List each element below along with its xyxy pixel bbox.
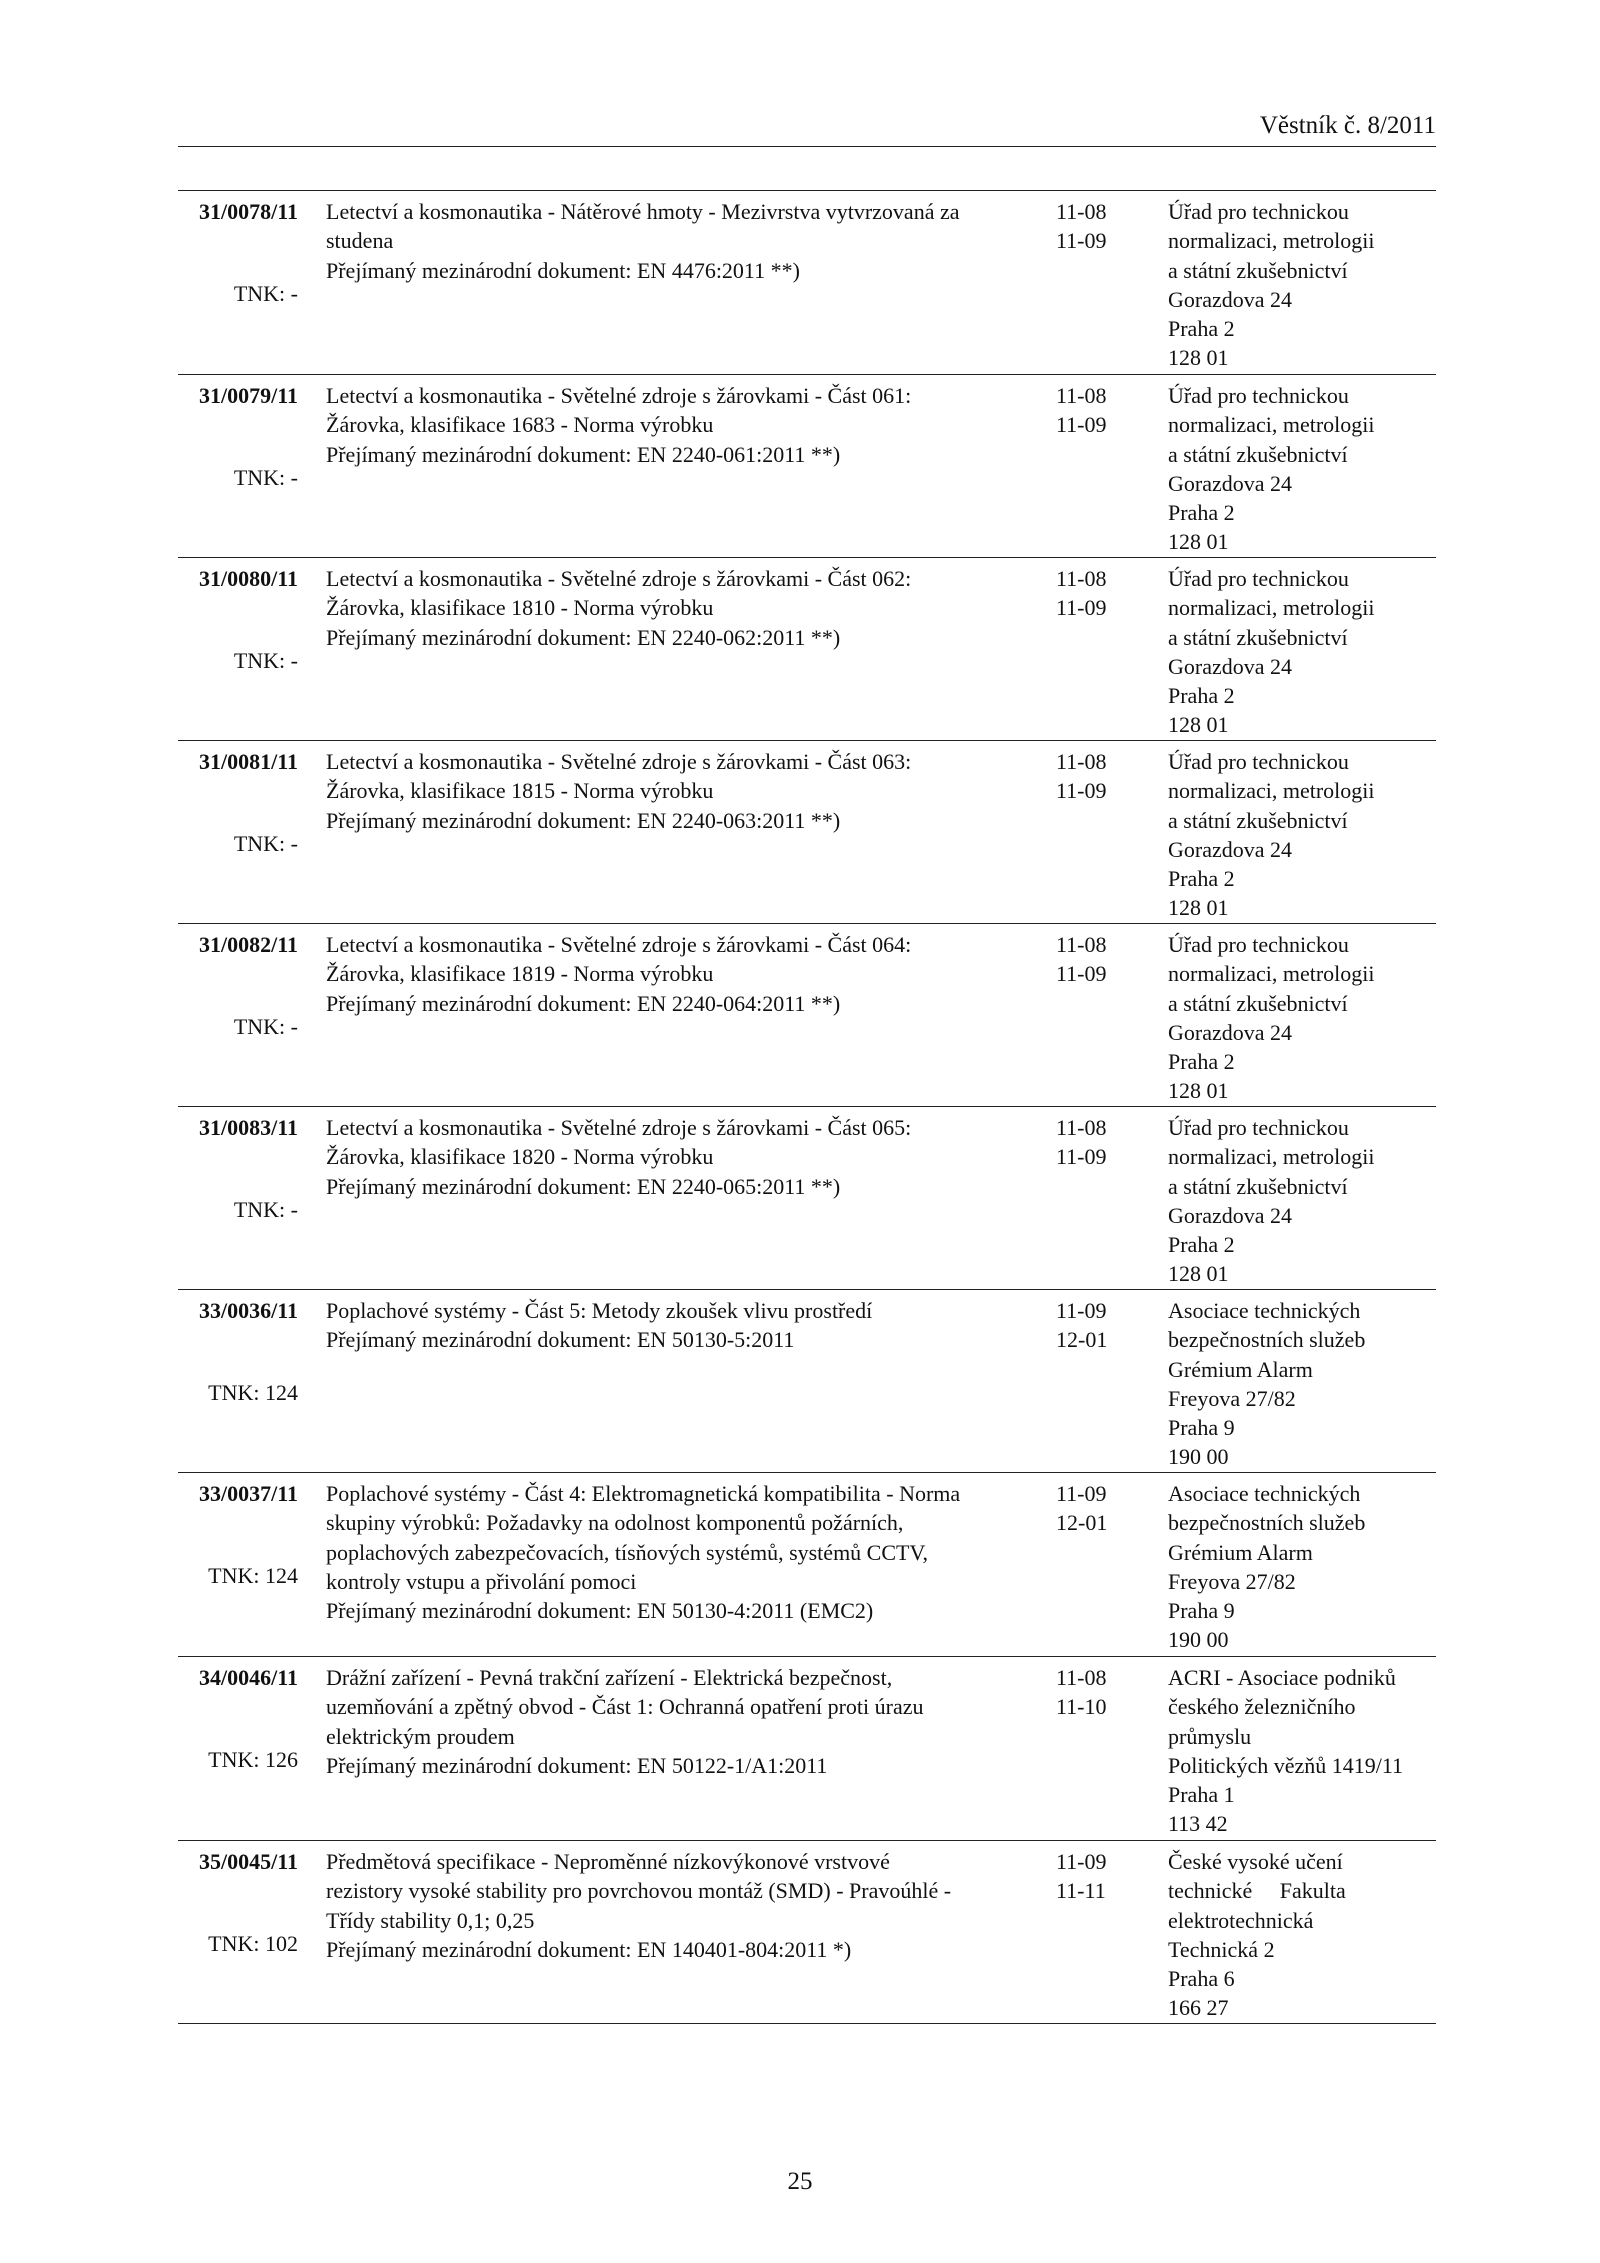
title-line: skupiny výrobků: Požadavky na odolnost komponentů požárních, — [326, 1510, 904, 1536]
table-row — [178, 1473, 1436, 1657]
organization-line: Gorazdova 24 — [1168, 1202, 1293, 1228]
organization-line: Úřad pro technickou — [1168, 932, 1349, 957]
dates-cell — [1056, 1847, 1156, 1906]
title-line: Přejímaný mezinárodní dokument: EN 2240-065:2011 **) — [326, 1173, 841, 1199]
standard-number: 35/0045/11 — [198, 1849, 298, 1874]
organization-line: 166 27 — [1168, 1995, 1229, 2021]
organization-cell — [1168, 1663, 1438, 1839]
date-value: 11-10 — [1056, 1694, 1107, 1720]
title-line: Přejímaný mezinárodní dokument: EN 2240-064:2011 **) — [326, 990, 841, 1016]
designation-cell — [178, 564, 298, 673]
organization-line: Úřad pro technickou — [1168, 199, 1349, 224]
organization-line: technické Fakulta — [1168, 1878, 1346, 1904]
standard-number: 31/0080/11 — [198, 566, 298, 591]
organization-line: Praha 6 — [1168, 1966, 1235, 1992]
organization-line: Freyova 27/82 — [1168, 1568, 1296, 1594]
organization-cell — [1168, 930, 1438, 1106]
organization-line: Politických vězňů 1419/11 — [1168, 1752, 1404, 1778]
title-line: Letectví a kosmonautika - Světelné zdroje s žárovkami - Část 063: — [326, 749, 912, 774]
title-line: Předmětová specifikace - Neproměnné nízkovýkonové vrstvové — [326, 1849, 890, 1874]
tnk-label: TNK: - — [233, 1197, 298, 1222]
standards-table — [178, 190, 1436, 2024]
title-line: Žárovka, klasifikace 1820 - Norma výrobku — [326, 1144, 714, 1170]
organization-line: Technická 2 — [1168, 1936, 1275, 1962]
title-line: Letectví a kosmonautika - Světelné zdroje s žárovkami - Část 065: — [326, 1115, 912, 1140]
table-row — [178, 1290, 1436, 1473]
title-line: Poplachové systémy - Část 5: Metody zkoušek vlivu prostředí — [326, 1298, 873, 1323]
journal-title: Věstník č. 8/2011 — [1259, 112, 1436, 139]
organization-line: Úřad pro technickou — [1168, 383, 1349, 408]
title-line: Žárovka, klasifikace 1683 - Norma výrobku — [326, 412, 714, 438]
organization-line: Freyova 27/82 — [1168, 1385, 1296, 1411]
organization-line: normalizaci, metrologii — [1168, 412, 1375, 438]
date-value: 11-08 — [1056, 566, 1107, 591]
page-header — [178, 110, 1436, 147]
dates-cell — [1056, 381, 1156, 440]
designation-cell — [178, 381, 298, 490]
title-line: kontroly vstupu a přivolání pomoci — [326, 1568, 637, 1594]
standard-number: 33/0037/11 — [198, 1481, 298, 1506]
organization-line: Gorazdova 24 — [1168, 836, 1293, 862]
table-row — [178, 741, 1436, 924]
standard-number: 33/0036/11 — [198, 1298, 298, 1323]
title-line: Přejímaný mezinárodní dokument: EN 50130-4:2011 (EMC2) — [326, 1598, 874, 1624]
title-line: Žárovka, klasifikace 1819 - Norma výrobku — [326, 961, 714, 987]
tnk-label: TNK: - — [233, 831, 298, 856]
organization-line: Praha 2 — [1168, 316, 1235, 342]
organization-line: Praha 2 — [1168, 866, 1235, 892]
date-value: 11-08 — [1056, 1115, 1107, 1140]
organization-line: a státní zkušebnictví — [1168, 624, 1348, 650]
title-line: Letectví a kosmonautika - Světelné zdroje s žárovkami - Část 064: — [326, 932, 912, 957]
dates-cell — [1056, 747, 1156, 806]
title-line: uzemňování a zpětný obvod - Část 1: Ochranná opatření proti úrazu — [326, 1694, 924, 1720]
table-row — [178, 1657, 1436, 1841]
title-line: Přejímaný mezinárodní dokument: EN 2240-061:2011 **) — [326, 441, 841, 467]
title-line: Přejímaný mezinárodní dokument: EN 2240-062:2011 **) — [326, 624, 841, 650]
organization-line: Praha 2 — [1168, 500, 1235, 526]
standard-number: 31/0078/11 — [198, 199, 298, 224]
dates-cell — [1056, 197, 1156, 256]
designation-cell — [178, 930, 298, 1039]
standard-number: 31/0082/11 — [198, 932, 298, 957]
organization-line: 128 01 — [1168, 1261, 1229, 1287]
title-line: Letectví a kosmonautika - Světelné zdroje s žárovkami - Část 062: — [326, 566, 912, 591]
organization-line: Asociace technických — [1168, 1298, 1361, 1323]
tnk-label: TNK: - — [233, 465, 298, 490]
date-value: 11-08 — [1056, 1665, 1107, 1690]
tnk-label: TNK: 102 — [208, 1931, 298, 1956]
title-line: rezistory vysoké stability pro povrchovou montáž (SMD) - Pravoúhlé - — [326, 1878, 952, 1904]
organization-line: a státní zkušebnictví — [1168, 807, 1348, 833]
organization-line: a státní zkušebnictví — [1168, 990, 1348, 1016]
organization-line: bezpečnostních služeb — [1168, 1327, 1366, 1353]
organization-line: České vysoké učení — [1168, 1849, 1343, 1874]
designation-cell — [178, 197, 298, 306]
organization-line: Praha 2 — [1168, 1049, 1235, 1075]
page-number: 25 — [787, 2168, 813, 2195]
table-row — [178, 1107, 1436, 1290]
organization-cell — [1168, 747, 1438, 923]
organization-line: normalizaci, metrologii — [1168, 778, 1375, 804]
dates-cell — [1056, 1113, 1156, 1172]
organization-line: Praha 9 — [1168, 1415, 1235, 1441]
standard-number: 34/0046/11 — [198, 1665, 298, 1690]
organization-cell — [1168, 197, 1438, 373]
tnk-label: TNK: - — [233, 1014, 298, 1039]
organization-line: průmyslu — [1168, 1723, 1252, 1749]
title-line: Přejímaný mezinárodní dokument: EN 50130-5:2011 — [326, 1327, 795, 1353]
table-row — [178, 924, 1436, 1107]
organization-line: Praha 2 — [1168, 1232, 1235, 1258]
date-value: 11-09 — [1056, 412, 1107, 438]
date-value: 12-01 — [1056, 1327, 1108, 1353]
designation-cell — [178, 1663, 298, 1772]
date-value: 11-09 — [1056, 1298, 1107, 1323]
organization-cell — [1168, 1296, 1438, 1472]
organization-line: 190 00 — [1168, 1444, 1229, 1470]
organization-line: Gorazdova 24 — [1168, 653, 1293, 679]
tnk-label: TNK: 124 — [208, 1380, 298, 1405]
organization-line: 128 01 — [1168, 345, 1229, 371]
organization-line: a státní zkušebnictví — [1168, 257, 1348, 283]
organization-line: normalizaci, metrologii — [1168, 1144, 1375, 1170]
dates-cell — [1056, 1296, 1156, 1355]
organization-line: 128 01 — [1168, 1078, 1229, 1104]
designation-cell — [178, 1296, 298, 1405]
title-line: Přejímaný mezinárodní dokument: EN 4476:2011 **) — [326, 257, 800, 283]
date-value: 11-11 — [1056, 1878, 1106, 1904]
date-value: 12-01 — [1056, 1510, 1108, 1536]
title-line: poplachových zabezpečovacích, tísňových systémů, systémů CCTV, — [326, 1539, 929, 1565]
organization-line: 190 00 — [1168, 1627, 1229, 1653]
dates-cell — [1056, 1663, 1156, 1722]
tnk-label: TNK: 124 — [208, 1563, 298, 1588]
organization-line: Gorazdova 24 — [1168, 286, 1293, 312]
date-value: 11-08 — [1056, 749, 1107, 774]
title-line: Poplachové systémy - Část 4: Elektromagnetická kompatibilita - Norma — [326, 1481, 961, 1506]
tnk-label: TNK: - — [233, 648, 298, 673]
standard-number: 31/0083/11 — [198, 1115, 298, 1140]
organization-line: ACRI - Asociace podniků — [1168, 1665, 1396, 1690]
date-value: 11-08 — [1056, 199, 1107, 224]
title-line: Přejímaný mezinárodní dokument: EN 50122-1/A1:2011 — [326, 1752, 828, 1778]
organization-line: Asociace technických — [1168, 1481, 1361, 1506]
title-line: elektrickým proudem — [326, 1723, 515, 1749]
organization-line: a státní zkušebnictví — [1168, 1173, 1348, 1199]
organization-cell — [1168, 564, 1438, 740]
designation-cell — [178, 747, 298, 856]
title-line: Drážní zařízení - Pevná trakční zařízení - Elektrická bezpečnost, — [326, 1665, 893, 1690]
date-value: 11-09 — [1056, 961, 1107, 987]
organization-line: Gorazdova 24 — [1168, 1019, 1293, 1045]
title-line: Žárovka, klasifikace 1810 - Norma výrobku — [326, 595, 714, 621]
table-row — [178, 375, 1436, 558]
tnk-label: TNK: - — [233, 281, 298, 306]
organization-line: českého železničního — [1168, 1694, 1356, 1720]
organization-line: Úřad pro technickou — [1168, 749, 1349, 774]
title-line: Žárovka, klasifikace 1815 - Norma výrobku — [326, 778, 714, 804]
dates-cell — [1056, 1479, 1156, 1538]
organization-line: Gorazdova 24 — [1168, 470, 1293, 496]
organization-line: 128 01 — [1168, 895, 1229, 921]
organization-line: Praha 2 — [1168, 683, 1235, 709]
title-line: Letectví a kosmonautika - Světelné zdroje s žárovkami - Část 061: — [326, 383, 912, 408]
organization-cell — [1168, 1847, 1438, 2023]
title-line: Třídy stability 0,1; 0,25 — [326, 1907, 535, 1933]
date-value: 11-09 — [1056, 1144, 1107, 1170]
organization-line: normalizaci, metrologii — [1168, 595, 1375, 621]
tnk-label: TNK: 126 — [208, 1747, 298, 1772]
title-line: Letectví a kosmonautika - Nátěrové hmoty - Mezivrstva vytvrzovaná za — [326, 199, 960, 224]
organization-line: Praha 9 — [1168, 1598, 1235, 1624]
organization-line: 128 01 — [1168, 529, 1229, 555]
organization-cell — [1168, 381, 1438, 557]
organization-line: elektrotechnická — [1168, 1907, 1314, 1933]
organization-line: normalizaci, metrologii — [1168, 228, 1375, 254]
organization-line: Grémium Alarm — [1168, 1356, 1313, 1382]
organization-line: Úřad pro technickou — [1168, 566, 1349, 591]
table-row — [178, 558, 1436, 741]
standard-number: 31/0081/11 — [198, 749, 298, 774]
dates-cell — [1056, 930, 1156, 989]
organization-line: 113 42 — [1168, 1811, 1228, 1837]
table-row — [178, 1841, 1436, 2024]
organization-line: Úřad pro technickou — [1168, 1115, 1349, 1140]
organization-line: 128 01 — [1168, 712, 1229, 738]
organization-cell — [1168, 1113, 1438, 1289]
organization-line: bezpečnostních služeb — [1168, 1510, 1366, 1536]
standard-number: 31/0079/11 — [198, 383, 298, 408]
organization-line: normalizaci, metrologii — [1168, 961, 1375, 987]
date-value: 11-08 — [1056, 383, 1107, 408]
title-line: Přejímaný mezinárodní dokument: EN 2240-063:2011 **) — [326, 807, 841, 833]
table-row — [178, 191, 1436, 375]
date-value: 11-09 — [1056, 228, 1107, 254]
title-line: Přejímaný mezinárodní dokument: EN 140401-804:2011 *) — [326, 1936, 852, 1962]
date-value: 11-09 — [1056, 1481, 1107, 1506]
date-value: 11-09 — [1056, 778, 1107, 804]
title-line: studena — [326, 228, 394, 254]
organization-cell — [1168, 1479, 1438, 1655]
date-value: 11-09 — [1056, 595, 1107, 621]
date-value: 11-09 — [1056, 1849, 1107, 1874]
organization-line: Praha 1 — [1168, 1782, 1235, 1808]
organization-line: Grémium Alarm — [1168, 1539, 1313, 1565]
designation-cell — [178, 1113, 298, 1222]
date-value: 11-08 — [1056, 932, 1107, 957]
dates-cell — [1056, 564, 1156, 623]
organization-line: a státní zkušebnictví — [1168, 441, 1348, 467]
designation-cell — [178, 1479, 298, 1588]
designation-cell — [178, 1847, 298, 1956]
